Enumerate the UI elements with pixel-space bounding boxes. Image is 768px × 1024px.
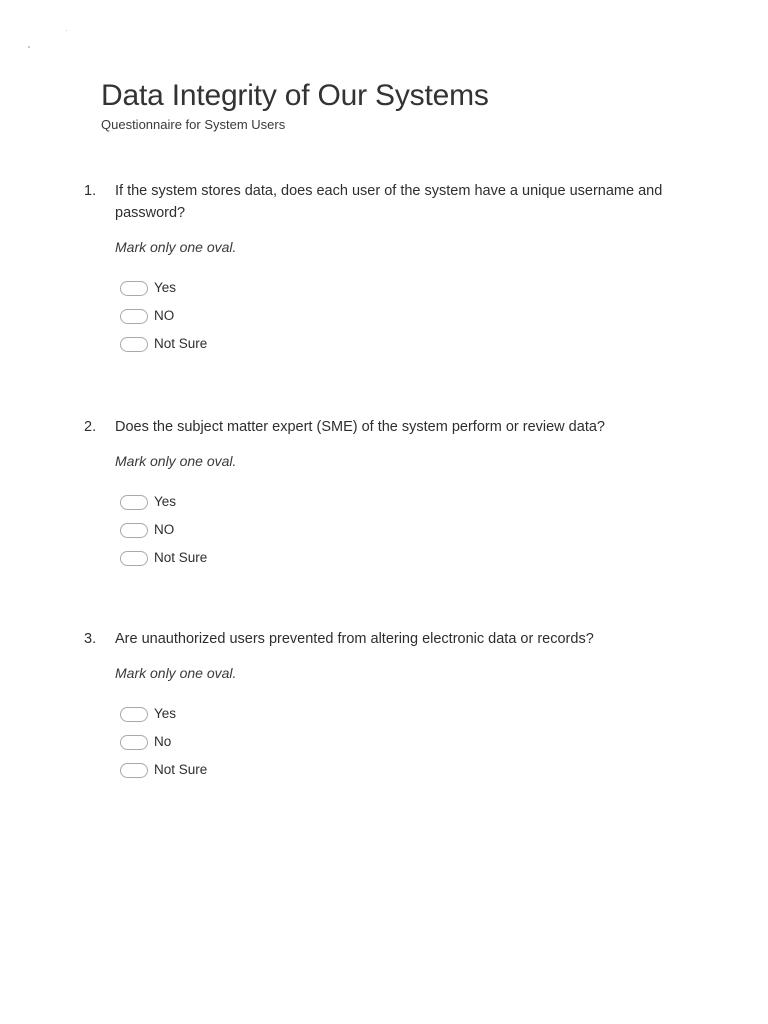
- question-number: 2.: [84, 419, 97, 435]
- question-row: [84, 628, 684, 650]
- form-title: Data Integrity of Our Systems: [101, 79, 489, 112]
- radio-oval[interactable]: [120, 337, 148, 352]
- option-no[interactable]: [120, 728, 684, 756]
- option-group: [120, 488, 684, 572]
- option-label: Not Sure: [154, 336, 208, 351]
- option-not-sure[interactable]: [120, 756, 684, 784]
- option-label: Not Sure: [154, 550, 208, 565]
- question-row: [84, 416, 684, 438]
- question-text: Does the subject matter expert (SME) of the system perform or review data?: [115, 419, 605, 435]
- option-no[interactable]: [120, 302, 684, 330]
- radio-oval[interactable]: [120, 763, 148, 778]
- question-3: [84, 628, 684, 784]
- question-row: [84, 180, 684, 224]
- option-label: NO: [154, 308, 175, 323]
- option-yes[interactable]: [120, 700, 684, 728]
- question-hint: Mark only one oval.: [115, 239, 237, 255]
- option-not-sure[interactable]: [120, 544, 684, 572]
- option-no[interactable]: [120, 516, 684, 544]
- radio-oval[interactable]: [120, 495, 148, 510]
- option-group: [120, 700, 684, 784]
- option-label: Not Sure: [154, 762, 208, 777]
- question-hint: Mark only one oval.: [115, 665, 237, 681]
- scan-speck: [28, 46, 30, 48]
- radio-oval[interactable]: [120, 523, 148, 538]
- form-subtitle: Questionnaire for System Users: [101, 117, 286, 132]
- radio-oval[interactable]: [120, 309, 148, 324]
- option-group: [120, 274, 684, 358]
- option-not-sure[interactable]: [120, 330, 684, 358]
- option-label: Yes: [154, 494, 177, 509]
- question-number: 3.: [84, 631, 97, 647]
- option-label: Yes: [154, 706, 177, 721]
- question-hint: Mark only one oval.: [115, 453, 237, 469]
- radio-oval[interactable]: [120, 707, 148, 722]
- option-label: NO: [154, 522, 175, 537]
- question-2: [84, 416, 684, 572]
- radio-oval[interactable]: [120, 551, 148, 566]
- question-text: Are unauthorized users prevented from altering electronic data or records?: [115, 631, 594, 647]
- option-label: No: [154, 734, 172, 749]
- radio-oval[interactable]: [120, 281, 148, 296]
- option-yes[interactable]: [120, 274, 684, 302]
- question-number: 1.: [84, 183, 97, 199]
- scan-speck: [66, 30, 67, 31]
- radio-oval[interactable]: [120, 735, 148, 750]
- question-1: [84, 180, 684, 358]
- form-header: [101, 78, 701, 133]
- option-label: Yes: [154, 280, 177, 295]
- question-text: If the system stores data, does each user of the system have a unique username and password?: [115, 183, 663, 221]
- option-yes[interactable]: [120, 488, 684, 516]
